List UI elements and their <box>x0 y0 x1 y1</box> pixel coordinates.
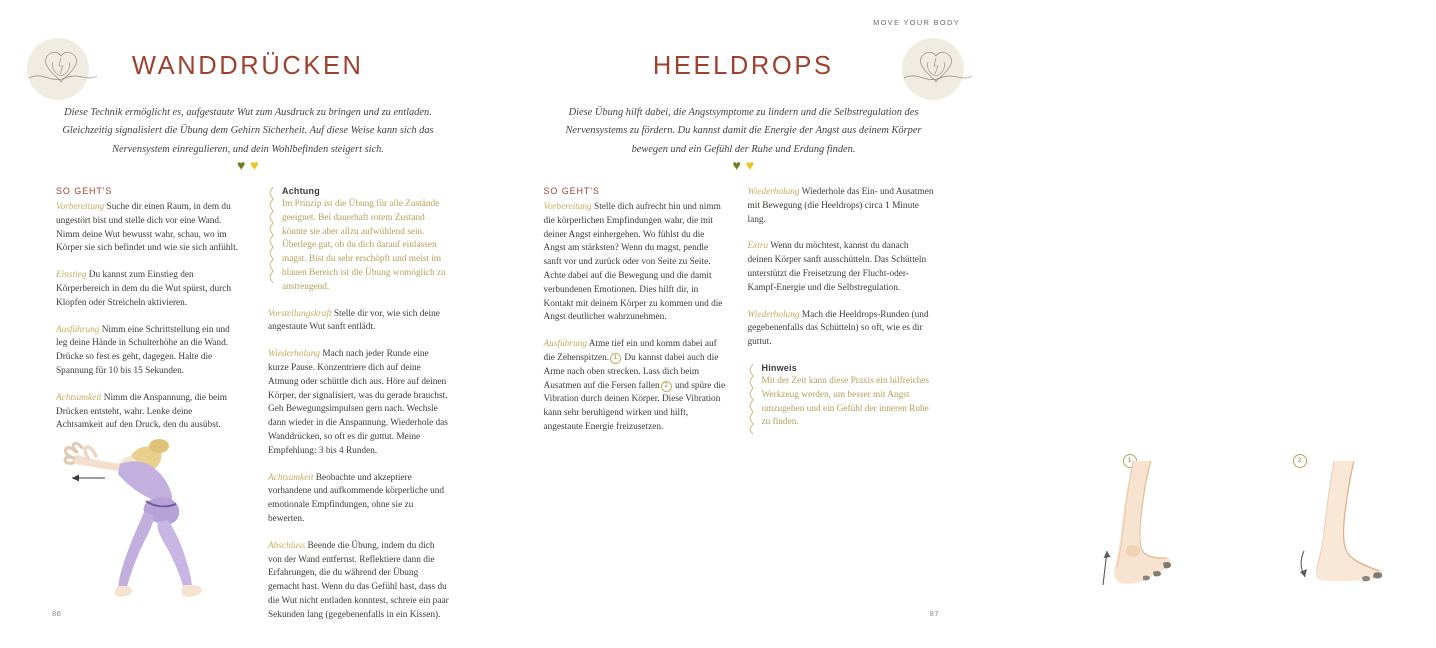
paragraph <box>748 240 936 295</box>
paragraph-lead: Vorbereitung <box>543 202 592 212</box>
illustration-wall-push <box>60 438 250 618</box>
paragraph <box>748 186 936 227</box>
paragraph <box>268 308 450 336</box>
heart-rating <box>0 158 496 174</box>
paragraph-text: Suche dir einen Raum, in dem du ungestört bist und stelle dich vor eine Wand. Nimm deine Wut bewusst wahr, schau, wo im Körper sie sich befindet und wie sie sich anfühlt. <box>56 202 239 254</box>
heart-yellow-icon: ♥ <box>745 159 755 174</box>
heart-green-icon: ♥ <box>732 159 741 174</box>
paragraph <box>56 201 238 256</box>
page-title: HEELDROPS <box>652 52 834 80</box>
heart-rating <box>496 158 992 174</box>
paragraph-lead: Einstieg <box>56 270 87 281</box>
paragraph-text: Stelle dich aufrecht hin und nimm die körperlichen Empfindungen wahr, die mit deiner Angst einhergehen. Wo fühlst du die Angst am stärksten? Wenn du magst, pendle sanft vor und zurück oder von Seite zu Seite. Achte dabei auf die Bewegung und die damit verbundenen Emotionen. Dies hilft dir, in Kontakt mit deinem Körper zu kommen und die Angst deutlicher wahrzunehmen. <box>543 202 723 323</box>
text-columns <box>496 186 992 606</box>
step-marker-2: 2 <box>661 381 672 392</box>
paragraph <box>268 540 450 623</box>
paragraph-lead: Ausführung <box>543 339 587 350</box>
paragraph-text: Beende die Übung, indem du dich von der Wand entfernst. Reflektiere dann die Erfahrungen, die du während der Übung gemacht hast. Wenn du das Gefühl hast, dass du die Wut nicht entladen konntest, schreie ein paar Sekunden lang (gegebenenfalls in ein Kissen). <box>268 540 449 620</box>
column-a <box>544 186 726 435</box>
paragraph-text-part3: und spüre die Vibration durch deinen Körper. Diese Vibration kann sehr beruhigend wirken und hilft, angestaute Energie freizusetzen. <box>543 380 726 432</box>
right-page <box>496 0 1302 648</box>
paragraph-lead: Extra <box>747 241 769 252</box>
paragraph <box>56 269 238 310</box>
paragraph <box>268 472 450 527</box>
column-b <box>268 186 450 623</box>
paragraph-text: Mach nach jeder Runde eine kurze Pause. Konzentriere dich auf deine Atmung oder schüttle dich aus. Höre auf deinen Körper, der signalisiert, was du gerade brauchst. Geh Bewegungsimpulsen gern nach. Wechsle dann wieder in die Anspannung. Wiederhole das Wanddrücken, so oft es dir guttut. Meine Empfehlung: 3 bis 4 Runden. <box>268 349 448 456</box>
paragraph-lead: Wiederholung <box>747 187 800 197</box>
step-marker-label-1: 1 <box>1123 454 1137 468</box>
paragraph-text: Nimm eine Schrittstellung ein und leg deine Hände in Schulterhöhe an die Wand. Drücke so fest es geht, dagegen. Halte die Spannung für 10 bis 15 Sekunden. <box>56 324 230 376</box>
paragraph <box>56 324 238 379</box>
section-label: SO GEHT'S <box>543 186 600 196</box>
paragraph-text-part1: Atme tief ein und komm dabei auf die Zehenspitzen. <box>543 339 717 363</box>
page-number-left: 86 <box>52 609 62 618</box>
paragraph-ausfuehrung <box>544 338 726 435</box>
step-marker-label-2: 2 <box>1293 454 1307 468</box>
running-header: MOVE YOUR BODY <box>873 18 960 27</box>
paragraph <box>268 348 450 458</box>
paragraph-lead: Abschluss <box>268 540 306 551</box>
callout-achtung <box>268 186 450 295</box>
heart-green-icon: ♥ <box>236 159 246 174</box>
paragraph-text: Wenn du möchtest, kannst du danach deinen Körper sanft ausschütteln. Das Schütteln unterstützt die Freisetzung der Flucht-oder-Kampf-Energie und die Selbstregulation. <box>747 241 927 293</box>
paragraph-text: Nimm die Anspannung, die beim Drücken entsteht, wahr. Lenke deine Achtsamkeit auf den Druck, den du ausübst. <box>56 392 227 431</box>
column-b <box>748 186 936 443</box>
page-title: WANDDRÜCKEN <box>131 52 364 80</box>
paragraph <box>748 309 936 350</box>
intro-paragraph: Diese Technik ermöglicht es, aufgestaute Wut zum Ausdruck zu bringen und zu entladen. Gleichzeitig signalisiert die Übung dem Gehirn Sicherheit. Auf diese Weise kann sich das Nervensystem einregulieren, und dein Wohlbefinden steigert sich. <box>62 107 434 155</box>
paragraph-text: Wiederhole das Ein- und Ausatmen mit Bewegung (die Heeldrops) circa 1 Minute lang. <box>747 187 934 225</box>
paragraph-lead: Ausführung <box>56 324 100 335</box>
paragraph-text: Du kannst zum Einstieg den Körperbereich in dem du die Wut spürst, durch Klopfen oder Streicheln aktivieren. <box>56 270 232 308</box>
paragraph-lead: Achtsamkeit <box>268 472 314 483</box>
paragraph <box>56 392 238 433</box>
left-page <box>0 0 496 648</box>
paragraph-lead: Achtsamkeit <box>56 392 102 403</box>
column-a <box>56 186 238 433</box>
paragraph-lead: Wiederholung <box>268 349 320 360</box>
paragraph-lead: Wiederholung <box>747 309 800 320</box>
page-number-right: 87 <box>929 609 939 618</box>
paragraph-text: Mach die Heeldrops-Runden (und gegebenenfalls das Schütteln) so oft, wie es dir guttut. <box>747 309 929 348</box>
callout-text: Im Prinzip ist die Übung für alle Zustände geeignet. Bei dauerhaft rotem Zustand könnte sie aber allzu aufwühlend sein. Überlege gut, ob du dich darauf einlassen magst. Bist du sehr erschöpft und meist im blauen Bereich ist die Übung womöglich zu anstrengend. <box>282 199 446 292</box>
callout-text: Mit der Zeit kann diese Praxis ein hilfreiches Werkzeug werden, um besser mit Angst umzugehen und ein Gefühl der inneren Ruhe zu finden. <box>761 375 930 428</box>
intro-paragraph: Diese Übung hilft dabei, die Angstsymptome zu lindern und die Selbstregulation des Nervensystems zu fördern. Du kannst damit die Energie der Angst aus deinem Körper bewegen und ein Gefühl der Ruhe und Erdung finden. <box>565 107 922 155</box>
step-marker-1: 1 <box>610 353 621 364</box>
paragraph-lead: Vorbereitung <box>56 202 105 212</box>
paragraph-text: Stelle dir vor, wie sich deine angestaute Wut sanft entlädt. <box>268 308 440 333</box>
callout-hinweis <box>748 363 936 430</box>
paragraph-lead: Vorstellungskraft <box>268 308 332 319</box>
paragraph-text-part2: Du kannst dabei auch die Arme nach oben strecken. Lass dich beim Ausatmen auf die Fersen fallen <box>543 352 719 391</box>
illustration-leg-on-toes <box>1081 455 1231 610</box>
callout-title: Hinweis <box>761 362 797 373</box>
paragraph <box>544 201 726 325</box>
heart-yellow-icon: ♥ <box>250 159 259 174</box>
callout-title: Achtung <box>282 186 320 196</box>
paragraph-text: Beobachte und akzeptiere vorhandene und aufkommende körperliche und emotionale Empfindungen, ohne sie zu bewerten. <box>268 472 445 524</box>
illustration-leg-heel-down <box>1286 455 1436 610</box>
section-label: SO GEHT'S <box>56 186 113 196</box>
wavy-rule-icon <box>268 187 276 287</box>
wavy-rule-icon <box>748 364 756 434</box>
